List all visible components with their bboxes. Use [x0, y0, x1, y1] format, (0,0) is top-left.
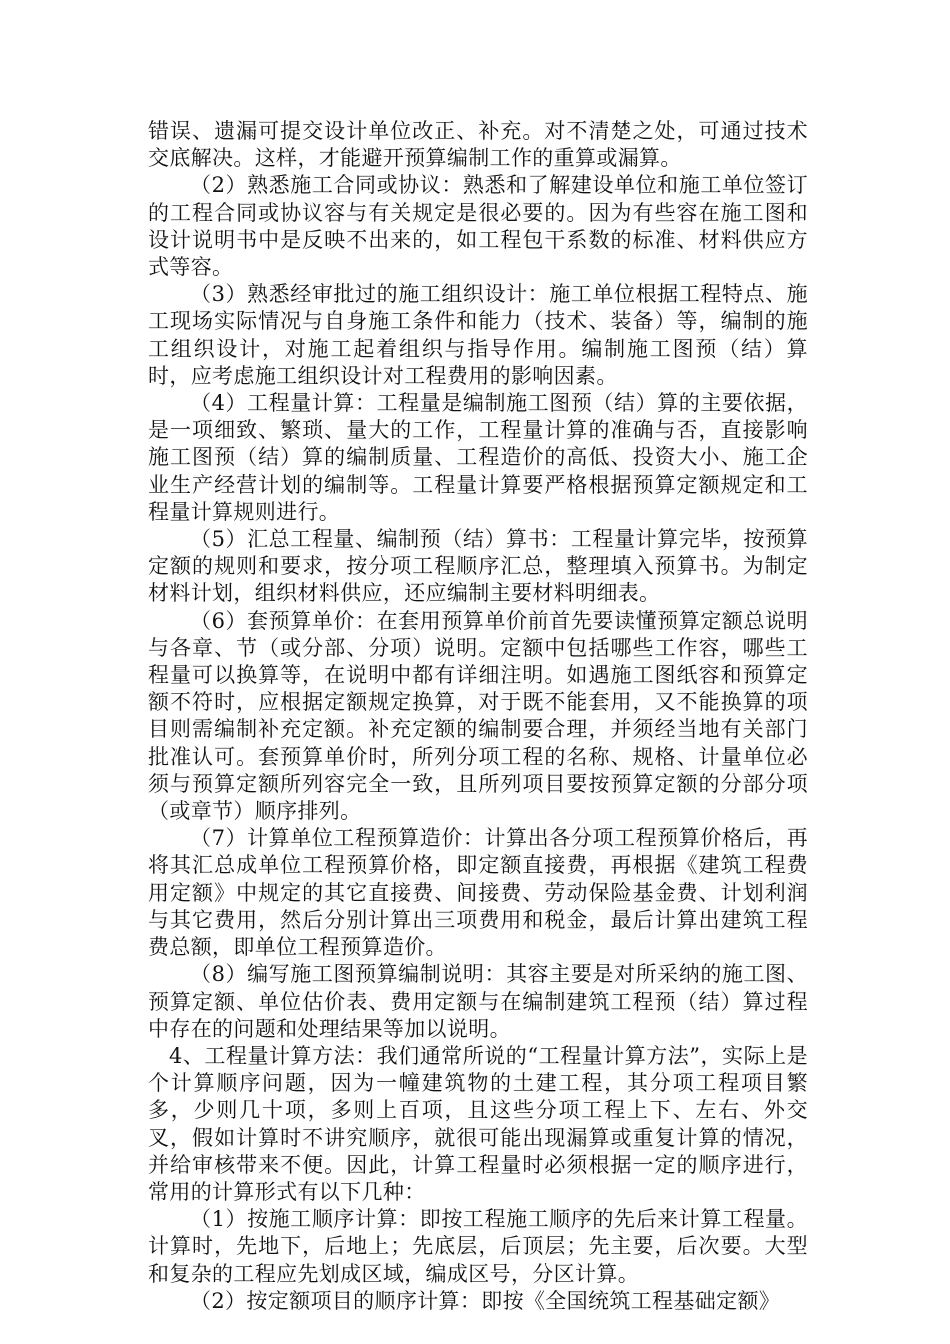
paragraph-item-5: （5）汇总工程量、编制预（结）算书：工程量计算完毕，按预算定额的规则和要求，按分项工程顺序汇总，整理填入预算书。为制定材料计划，组织材料供应，还应编制主要材料明细表。 — [148, 527, 808, 606]
paragraph-method-2: （2）按定额项目的顺序计算：即按《全国统筑工程基础定额》 — [190, 1288, 781, 1313]
paragraph-item-8: （8）编写施工图预算编制说明：其容主要是对所采纳的施工图、预算定额、单位估价表、费用定额与在编制建筑工程预（结）算过程中存在的问题和处理结果等加以说明。 — [148, 962, 808, 1041]
paragraph-item-4: （4）工程量计算：工程量是编制施工图预（结）算的主要依据，是一项细致、繁琐、量大的工作，工程量计算的准确与否，直接影响施工图预（结）算的编制质量、工程造价的高低、投资大小、施工企业生产经营计划的编制等。工程量计算要严格根据预算定额规定和工程量计算规则进行。 — [148, 391, 808, 524]
paragraph-item-3: （3）熟悉经审批过的施工组织设计：施工单位根据工程特点、施工现场实际情况与自身施工条件和能力（技术、装备）等，编制的施工组织设计，对施工起着组织与指导作用。编制施工图预（结）算时，应考虑施工组织设计对工程费用的影响因素。 — [148, 282, 808, 388]
paragraph-item-7: （7）计算单位工程预算造价：计算出各分项工程预算价格后，再将其汇总成单位工程预算价格，即定额直接费，再根据《建筑工程费用定额》中规定的其它直接费、间接费、劳动保险基金费、计划利润与其它费用，然后分别计算出三项费用和税金，最后计算出建筑工程费总额，即单位工程预算造价。 — [148, 826, 808, 960]
paragraph-method-1: （1）按施工顺序计算：即按工程施工顺序的先后来计算工程量。计算时，先地下，后地上；先底层，后顶层；先主要，后次要。大型和复杂的工程应先划成区域，编成区号，分区计算。 — [148, 1207, 808, 1286]
paragraph-section-4: 4、工程量计算方法：我们通常所说的“工程量计算方法”，实际上是个计算顺序问题，因为一幢建筑物的土建工程，其分项工程项目繁多，少则几十项，多则上百项，且这些分项工程上下、左右、外交叉，假如计算时不讲究顺序，就很可能出现漏算或重复计算的情况，并给审核带来不便。因此，计算工程量时必须根据一定的顺序进行，常用的计算形式有以下几种： — [148, 1043, 808, 1204]
document-body — [148, 118, 808, 1315]
paragraph-continuation: 错误、遗漏可提交设计单位改正、补充。对不清楚之处，可通过技术交底解决。这样，才能避开预算编制工作的重算或漏算。 — [148, 119, 808, 171]
paragraph-item-6: （6）套预算单价：在套用预算单价前首先要读懂预算定额总说明与各章、节（或分部、分项）说明。定额中包括哪些工作容，哪些工程量可以换算等，在说明中都有详细注明。如遇施工图纸容和预算定额不符时，应根据定额规定换算，对于既不能套用，又不能换算的项目则需编制补充定额。补充定额的编制要合理，并须经当地有关部门批准认可。套预算单价时，所列分项工程的名称、规格、计量单位必须与预算定额所列容完全一致，且所列项目要按预算定额的分部分项（或章节）顺序排列。 — [148, 608, 808, 824]
paragraph-item-2: （2）熟悉施工合同或协议：熟悉和了解建设单位和施工单位签订的工程合同或协议容与有关规定是很必要的。因为有些容在施工图和设计说明书中是反映不出来的，如工程包干系数的标准、材料供应方式等容。 — [148, 173, 808, 280]
